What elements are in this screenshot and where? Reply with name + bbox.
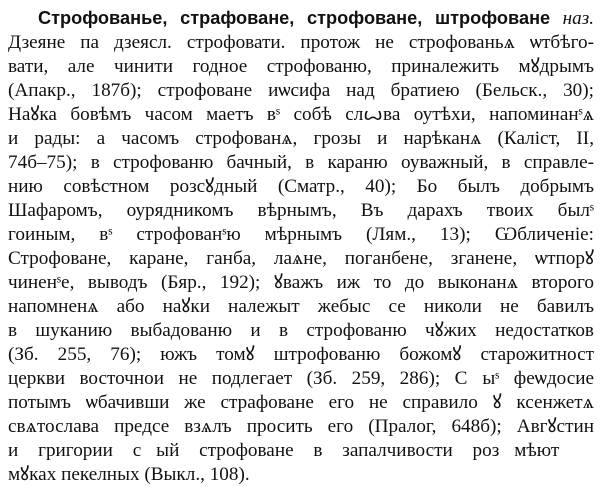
entry-line-8: нию совѣстном розсꙋдный (Сматр., 40); Бо былъ добрымъ	[8, 176, 594, 197]
entry-line-18: свѧтослава предсе взѧлъ просить его (Пралог, 648б); Авгꙋстин	[8, 416, 594, 437]
entry-line-17: потымъ ѡбачивши же страфоване его не справило ꙋ ксенжетѧ	[8, 392, 594, 413]
entry-line-14: в шуканию выбадованю и в строфованю чꙋжих недостатков	[8, 320, 594, 341]
dictionary-entry	[8, 6, 594, 487]
entry-line-12: чиненˢе, выводъ (Бяр., 192); ꙋважъ иж то до выконанѧ второго	[8, 272, 594, 293]
entry-line-19: и григории сⷮый строфоване в запалчивости розꙋмѣют ꙋ	[8, 440, 594, 461]
entry-line-20: мꙋках пекелных (Выкл., 108).	[8, 464, 250, 485]
entry-line-2: Дзеяне па дзеясл. строфовати. протож не строфованьѧ ѡтбѣго-	[8, 32, 594, 53]
entry-line-11: Строфоване, каране, ганба, лаѧне, поганбене, зганене, ѡтпорꙋ	[8, 248, 594, 269]
grammar-label: наз.	[562, 8, 594, 29]
entry-line-3: вати, але чинити годное строфованю, приналежить мꙋдрымъ	[8, 56, 594, 77]
entry-line-5: Наꙋка бовѣмъ часом маетъ вˢ собѣ слꙍва оутѣхи, напоминанˢѧ	[8, 104, 594, 125]
entry-line-4: (Апакр., 187б); строфоване иѡсифа над братиею (Бельск., 30);	[8, 80, 594, 101]
entry-line-16: церкви восточнои не подлегает (Зб. 259, 286); Сⷮыˢ феѡдосие	[8, 368, 594, 389]
entry-line-6: и рады: а часомъ строфованѧ, грозы и нарѣканѧ (Каліст, II,	[8, 128, 594, 149]
entry-line-13: напомненѧ або наꙋки належыт жебыс се николи не бавилъ	[8, 296, 594, 317]
entry-line-9: Шафаромъ, оурядникомъ вѣрнымъ, Въ дарахъ твоих былˢ	[8, 200, 594, 221]
entry-line-7: 74б–75); в строфованю бачный, в караню оуважный, в справле-	[8, 152, 594, 173]
entry-line-15: (Зб. 255, 76); южъ томꙋ штрофованю божомꙋ старожитност	[8, 344, 594, 365]
headword: Строфованье, страфоване, строфоване, штрофоване	[38, 8, 551, 28]
entry-line-1	[8, 6, 594, 31]
entry-line-10: гоиным, вˢ строфованˢю мѣрнымъ (Лям., 13); Ѡбличеніе:	[8, 224, 594, 245]
